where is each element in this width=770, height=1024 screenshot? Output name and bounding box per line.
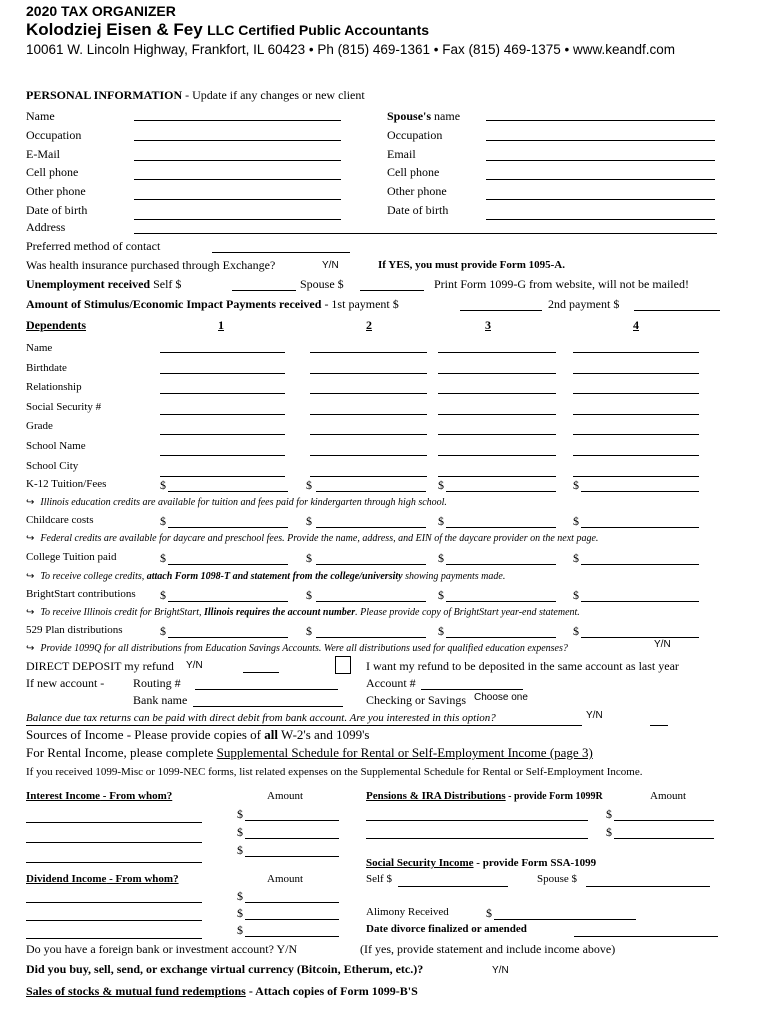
dep4-birthdate-field[interactable] (573, 360, 699, 374)
pension-amount-label: Amount (650, 790, 687, 802)
direct-deposit-label: DIRECT DEPOSIT my refund (26, 659, 174, 673)
dependent-col-2-fields (310, 339, 427, 477)
interest-amount-1[interactable] (245, 807, 339, 821)
label-spouse-cell: Cell phone (387, 165, 440, 180)
college-note-a: To receive college credits, (40, 571, 145, 582)
routing-label: Routing # (133, 676, 181, 690)
interest-payer-1[interactable] (26, 809, 202, 823)
brightstart-dep1-field[interactable] (168, 588, 288, 602)
label-email: E-Mail (26, 146, 60, 161)
sales-title: Sales of stocks & mutual fund redemptions (26, 984, 246, 998)
college-dep1-field[interactable] (168, 551, 288, 565)
pension-rest: - provide Form 1099R (505, 791, 603, 802)
spouse-other-phone-field[interactable] (486, 186, 715, 200)
brightstart-dep4-field[interactable] (581, 588, 699, 602)
unemployment-spouse: Spouse $ (300, 277, 344, 291)
dependent-col-1: 1 (218, 318, 224, 332)
label-cell-phone: Cell phone (26, 165, 79, 180)
account-label: Account # (366, 676, 416, 690)
dep4-relationship-field[interactable] (573, 380, 699, 394)
dep2-relationship-field[interactable] (310, 380, 427, 394)
spouse-email-field[interactable] (486, 147, 715, 161)
pension-payer-2[interactable] (366, 825, 588, 839)
rental-b: Supplemental Schedule for Rental or Self-Employment Income (page 3) (216, 745, 593, 760)
dollar-sign: $ (306, 588, 312, 602)
dollar-sign: $ (306, 478, 312, 492)
personal-left-fields (134, 107, 341, 220)
dollar-sign: $ (438, 588, 444, 602)
pension-heading (366, 790, 603, 802)
label-name: Name (26, 109, 55, 123)
dep1-ssn-field[interactable] (160, 401, 285, 415)
spouse-occupation-field[interactable] (486, 127, 715, 141)
label-occupation: Occupation (26, 127, 82, 142)
dollar-sign: $ (438, 478, 444, 492)
return-arrow-icon: ↪ (26, 497, 35, 508)
dollar-sign: $ (237, 906, 243, 920)
college-note-c: showing payments made. (405, 571, 506, 582)
balance-due-field[interactable] (650, 712, 668, 726)
personal-section-note: - Update if any changes or new client (185, 88, 365, 102)
balance-due-yn[interactable]: Y/N (586, 710, 603, 721)
childcare-dep1-field[interactable] (168, 514, 288, 528)
preferred-contact-field[interactable] (212, 239, 350, 253)
dollar-sign: $ (606, 825, 612, 839)
date-of-birth-field[interactable] (134, 206, 341, 220)
dividend-heading (26, 873, 179, 885)
dep-label-ssn: Social Security # (26, 400, 102, 413)
email-field[interactable] (134, 147, 341, 161)
bright-note-c: . Please provide copy of BrightStart year-end statement. (355, 607, 580, 618)
dollar-sign: $ (306, 551, 312, 565)
dep2-birthdate-field[interactable] (310, 360, 427, 374)
q1099-note-b: Were all distributions used for qualified education expenses? (323, 643, 568, 654)
childcare-label: Childcare costs (26, 514, 94, 526)
return-arrow-icon: ↪ (26, 533, 35, 544)
alimony-field[interactable] (494, 906, 636, 920)
childcare-dep4-field[interactable] (581, 514, 699, 528)
bright-note-a: To receive Illinois credit for BrightStart, (40, 607, 202, 618)
ss-rest: - provide Form SSA-1099 (473, 857, 597, 869)
brightstart-note (26, 607, 580, 618)
dollar-sign: $ (486, 906, 492, 920)
interest-amount-label: Amount (267, 790, 304, 802)
k12-label: K-12 Tuition/Fees (26, 478, 107, 490)
dividend-rest: - From whom? (106, 873, 179, 885)
other-phone-field[interactable] (134, 186, 341, 200)
spouse-cell-field[interactable] (486, 166, 715, 180)
account-field[interactable] (421, 676, 523, 690)
same-account-checkbox[interactable] (335, 656, 351, 674)
return-arrow-icon: ↪ (26, 643, 35, 654)
spouse-name-rest: name (431, 109, 461, 123)
stimulus-label: Amount of Stimulus/Economic Impact Payments received (26, 297, 322, 311)
dep2-school-city-field[interactable] (310, 463, 427, 477)
rental-income-line (26, 745, 593, 761)
interest-amount-2[interactable] (245, 825, 339, 839)
dollar-sign: $ (306, 624, 312, 638)
dep3-ssn-field[interactable] (438, 401, 556, 415)
plan529-label: 529 Plan distributions (26, 624, 123, 636)
dividend-payer-1[interactable] (26, 889, 202, 903)
personal-section-heading (26, 88, 365, 103)
dep1-name-field[interactable] (160, 339, 285, 353)
dep1-birthdate-field[interactable] (160, 360, 285, 374)
dollar-sign: $ (573, 478, 579, 492)
label-spouse-occupation: Occupation (387, 127, 443, 142)
ss-heading (366, 857, 596, 869)
dep2-name-field[interactable] (310, 339, 427, 353)
dependent-col-1-fields (160, 339, 285, 477)
college-dep3-field[interactable] (446, 551, 556, 565)
rental-a: For Rental Income, please complete (26, 745, 217, 760)
dividend-amount-3[interactable] (245, 923, 339, 937)
bank-name-label: Bank name (133, 693, 188, 707)
q1099-note (26, 643, 568, 654)
dependent-col-2: 2 (366, 318, 372, 332)
dollar-sign: $ (306, 514, 312, 528)
dollar-sign: $ (438, 624, 444, 638)
dollar-sign: $ (573, 514, 579, 528)
dollar-sign: $ (573, 551, 579, 565)
spouse-name-field[interactable] (486, 107, 715, 121)
dep3-grade-field[interactable] (438, 421, 556, 435)
address-field[interactable] (134, 220, 717, 234)
k12-dep3-field[interactable] (446, 478, 556, 492)
dep3-school-city-field[interactable] (438, 463, 556, 477)
stimulus-first: - 1st payment $ (324, 297, 399, 311)
dollar-sign: $ (160, 551, 166, 565)
unemployment-row (26, 277, 181, 292)
label-other-phone: Other phone (26, 184, 86, 199)
dollar-sign: $ (573, 588, 579, 602)
foreign-account-note: (If yes, provide statement and include income above) (360, 942, 616, 956)
illinois-note-text: Illinois education credits are available for tuition and fees paid for kindergarten through high school. (40, 497, 447, 508)
dependents-title: Dependents (26, 318, 87, 332)
misc-note: If you received 1099-Misc or 1099-NEC forms, list related expenses on the Supplemental Schedule for Rental or Self-Employment Income. (26, 766, 643, 778)
pension-amount-1[interactable] (614, 807, 714, 821)
dep-label-school-name: School Name (26, 439, 86, 452)
q1099-yn[interactable]: Y/N (654, 639, 671, 650)
ss-self-label: Self $ (366, 873, 392, 885)
cell-phone-field[interactable] (134, 166, 341, 180)
health-question: Was health insurance purchased through Exchange? (26, 258, 276, 272)
label-spouse-name (387, 107, 460, 126)
stimulus-first-field[interactable] (460, 297, 542, 311)
dep-label-birthdate: Birthdate (26, 361, 67, 374)
form-title: 2020 TAX ORGANIZER (26, 3, 176, 19)
ss-spouse-field[interactable] (586, 873, 710, 887)
interest-payer-2[interactable] (26, 829, 202, 843)
brightstart-dep3-field[interactable] (446, 588, 556, 602)
dividend-payer-2[interactable] (26, 907, 202, 921)
federal-note (26, 533, 598, 544)
dollar-sign: $ (237, 807, 243, 821)
sources-a: Sources of Income - Please provide copies of (26, 727, 265, 742)
label-date-of-birth: Date of birth (26, 202, 88, 217)
dep-label-grade: Grade (26, 420, 53, 433)
dep1-school-city-field[interactable] (160, 463, 285, 477)
childcare-dep3-field[interactable] (446, 514, 556, 528)
choose-one-select[interactable]: Choose one (474, 692, 528, 703)
dividend-payer-3[interactable] (26, 925, 202, 939)
bright-note-b: Illinois requires the account number (204, 607, 356, 618)
unemployment-self-field[interactable] (232, 277, 296, 291)
dep4-school-city-field[interactable] (573, 463, 699, 477)
unemployment-spouse-field[interactable] (360, 277, 424, 291)
federal-note-text: Federal credits are available for daycare and preschool fees. Provide the name, address, and EIN of the daycare provider on the next page. (40, 533, 599, 544)
unemployment-self: Self $ (153, 277, 182, 291)
dollar-sign: $ (438, 514, 444, 528)
plan529-dep1-field[interactable] (168, 624, 288, 638)
illinois-note (26, 497, 447, 508)
dividend-payer-fields (26, 889, 202, 939)
personal-section-title: PERSONAL INFORMATION (26, 88, 183, 102)
label-spouse-dob: Date of birth (387, 202, 449, 217)
ss-title: Social Security Income (366, 857, 474, 869)
foreign-account-question: Do you have a foreign bank or investment account? Y/N (26, 942, 298, 956)
dollar-sign: $ (160, 624, 166, 638)
firm-suffix: LLC Certified Public Accountants (207, 22, 430, 38)
unemployment-label: Unemployment received (26, 277, 151, 291)
unemployment-note: Print Form 1099-G from website, will not be mailed! (434, 277, 689, 291)
firm-name: Kolodziej Eisen & Fey (26, 20, 203, 39)
sales-rest: - Attach copies of Form 1099-B'S (245, 984, 418, 998)
dep3-birthdate-field[interactable] (438, 360, 556, 374)
health-note: If YES, you must provide Form 1095-A. (378, 259, 566, 271)
dep3-name-field[interactable] (438, 339, 556, 353)
plan529-dep3-field[interactable] (446, 624, 556, 638)
dep4-ssn-field[interactable] (573, 401, 699, 415)
dollar-sign: $ (573, 624, 579, 638)
dollar-sign: $ (237, 923, 243, 937)
alimony-label: Alimony Received (366, 906, 449, 918)
k12-dep2-field[interactable] (316, 478, 426, 492)
return-arrow-icon: ↪ (26, 571, 35, 582)
dollar-sign: $ (438, 551, 444, 565)
pension-amount-2[interactable] (614, 825, 714, 839)
dollar-sign: $ (237, 825, 243, 839)
dep2-school-name-field[interactable] (310, 442, 427, 456)
occupation-field[interactable] (134, 127, 341, 141)
sources-of-income (26, 727, 369, 743)
ss-spouse-label: Spouse $ (537, 873, 578, 885)
divorce-label: Date divorce finalized or amended (366, 923, 527, 935)
dollar-sign: $ (160, 478, 166, 492)
dollar-sign: $ (160, 514, 166, 528)
dependent-row-labels (26, 339, 101, 476)
health-yn[interactable]: Y/N (322, 260, 339, 271)
label-spouse-other-phone: Other phone (387, 184, 447, 199)
label-spouse-email: Email (387, 146, 416, 161)
dep-label-school-city: School City (26, 459, 79, 472)
dollar-sign: $ (606, 807, 612, 821)
plan529-dep4-field[interactable] (581, 624, 699, 638)
dollar-sign: $ (160, 588, 166, 602)
dep-label-name: Name (26, 342, 53, 354)
college-dep4-field[interactable] (581, 551, 699, 565)
dep4-name-field[interactable] (573, 339, 699, 353)
dividend-amount-2[interactable] (245, 906, 339, 920)
bank-name-field[interactable] (193, 693, 343, 707)
interest-title: Interest Income (26, 790, 101, 802)
ss-self-field[interactable] (398, 873, 508, 887)
dollar-sign: $ (237, 843, 243, 857)
dep-label-relationship: Relationship (26, 381, 82, 394)
sources-b: all (264, 727, 278, 742)
college-label: College Tuition paid (26, 551, 117, 563)
stimulus-second-field[interactable] (634, 297, 720, 311)
balance-due-underline (26, 712, 582, 726)
spouse-bold: Spouse's (387, 109, 432, 123)
label-preferred-contact: Preferred method of contact (26, 239, 161, 253)
dep1-grade-field[interactable] (160, 421, 285, 435)
dep1-relationship-field[interactable] (160, 380, 285, 394)
dependent-col-4-fields (573, 339, 699, 477)
sources-c: W-2's and 1099's (278, 727, 370, 742)
name-field[interactable] (134, 107, 341, 121)
k12-dep4-field[interactable] (581, 478, 699, 492)
interest-heading (26, 790, 172, 802)
virtual-currency-question: Did you buy, sell, send, or exchange virtual currency (Bitcoin, Etherum, etc.)? (26, 962, 424, 976)
pension-payer-1[interactable] (366, 807, 588, 821)
childcare-dep2-field[interactable] (316, 514, 426, 528)
firm-heading (26, 20, 429, 40)
virtual-currency-yn[interactable]: Y/N (492, 965, 509, 976)
return-arrow-icon: ↪ (26, 607, 35, 618)
direct-deposit-yn[interactable]: Y/N (186, 660, 203, 671)
sales-heading (26, 984, 418, 999)
interest-rest: - From whom? (100, 790, 173, 802)
interest-amount-3[interactable] (245, 843, 339, 857)
k12-dep1-field[interactable] (168, 478, 288, 492)
college-note-b: attach Form 1098-T and statement from the college/university (146, 571, 403, 582)
checking-savings-label: Checking or Savings (366, 693, 466, 707)
dep3-relationship-field[interactable] (438, 380, 556, 394)
dividend-amount-1[interactable] (245, 889, 339, 903)
direct-deposit-field[interactable] (243, 659, 279, 673)
personal-right-fields (486, 107, 715, 220)
dep3-school-name-field[interactable] (438, 442, 556, 456)
interest-payer-fields (26, 809, 202, 863)
dep2-ssn-field[interactable] (310, 401, 427, 415)
college-note (26, 571, 505, 582)
firm-address: 10061 W. Lincoln Highway, Frankfort, IL 60423 • Ph (815) 469-1361 • Fax (815) 469-1375 • www.keandf.com (26, 42, 676, 57)
stimulus-second: 2nd payment $ (548, 297, 620, 311)
dep1-school-name-field[interactable] (160, 442, 285, 456)
dollar-sign: $ (237, 889, 243, 903)
brightstart-label: BrightStart contributions (26, 588, 136, 600)
balance-due-note: Balance due tax returns can be paid with direct debit from bank account. Are you interested in this option? (26, 712, 496, 724)
brightstart-dep2-field[interactable] (316, 588, 426, 602)
dep2-grade-field[interactable] (310, 421, 427, 435)
dependent-col-4: 4 (633, 318, 639, 332)
divorce-date-field[interactable] (574, 923, 718, 937)
same-account-label: I want my refund to be deposited in the same account as last year (366, 659, 679, 673)
personal-right-labels (387, 107, 460, 220)
dividend-title: Dividend Income (26, 873, 107, 885)
dep4-grade-field[interactable] (573, 421, 699, 435)
label-address: Address (26, 220, 66, 234)
new-account-label: If new account - (26, 676, 105, 690)
stimulus-row (26, 297, 399, 312)
plan529-dep2-field[interactable] (316, 624, 426, 638)
q1099-note-a: Provide 1099Q for all distributions from Education Savings Accounts. (40, 643, 322, 654)
dependent-col-3: 3 (485, 318, 491, 332)
dependent-col-3-fields (438, 339, 556, 477)
pension-title: Pensions & IRA Distributions (366, 790, 506, 802)
routing-field[interactable] (195, 676, 338, 690)
interest-payer-3[interactable] (26, 849, 202, 863)
dep4-school-name-field[interactable] (573, 442, 699, 456)
spouse-dob-field[interactable] (486, 206, 715, 220)
college-dep2-field[interactable] (316, 551, 426, 565)
dividend-amount-label: Amount (267, 873, 304, 885)
personal-left-labels (26, 107, 87, 220)
